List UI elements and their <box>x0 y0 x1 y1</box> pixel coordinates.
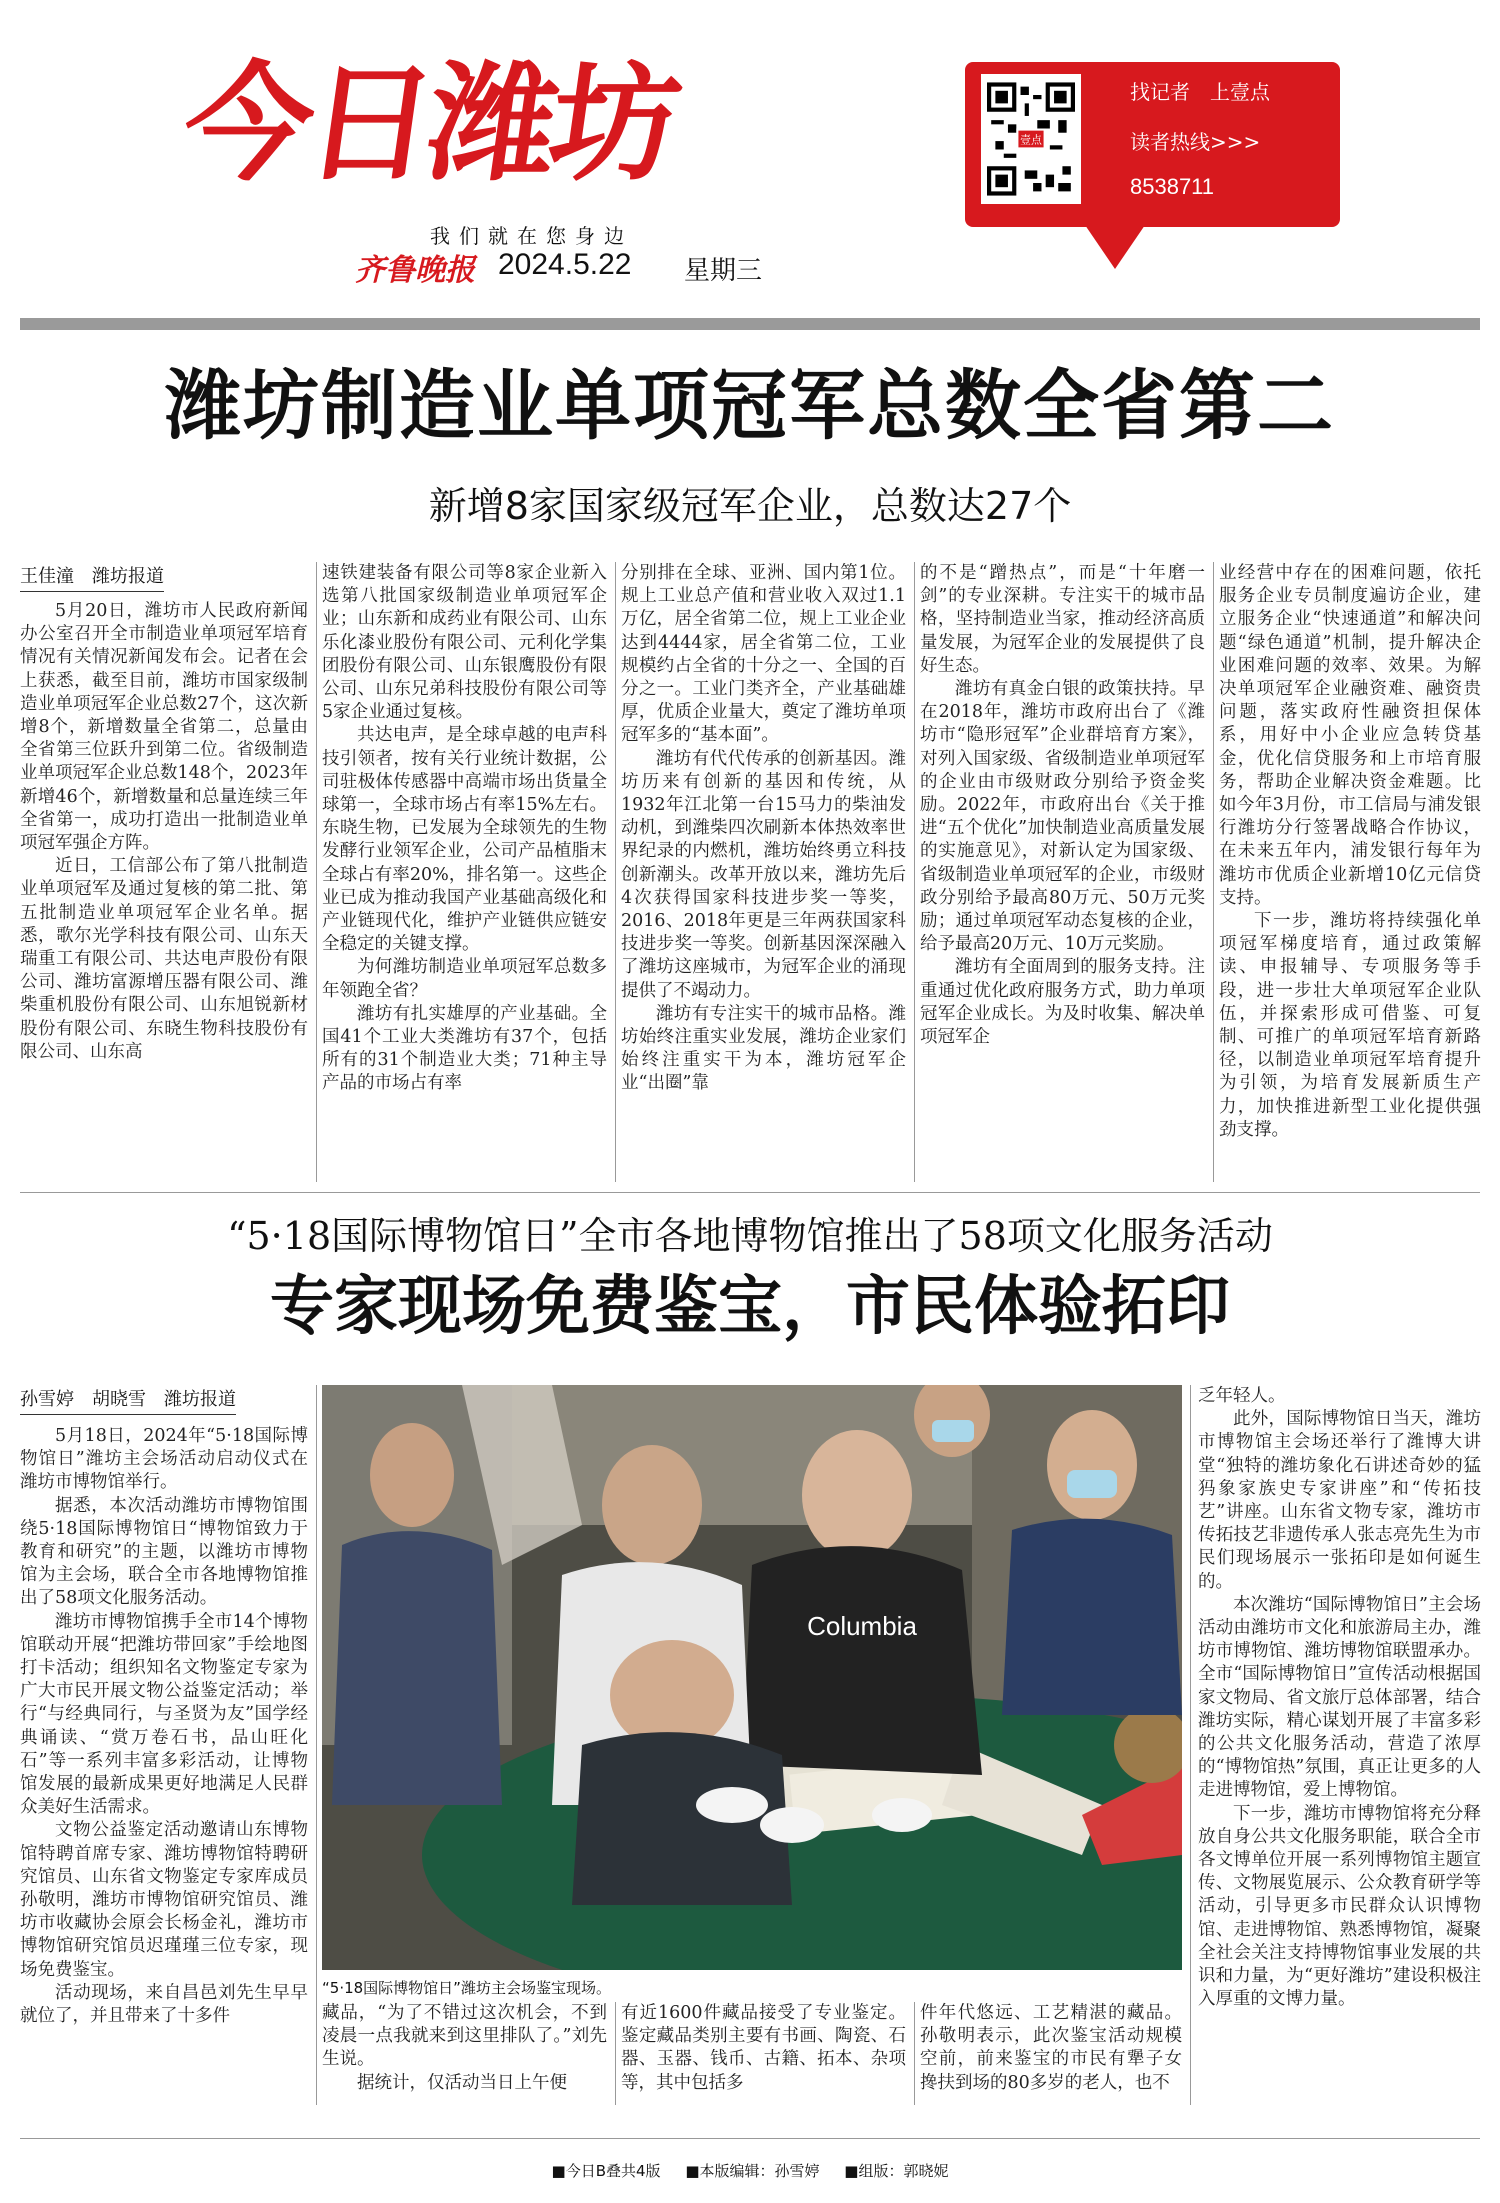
hotline-find-reporter: 找记者 上壹点 <box>1130 80 1270 104</box>
paragraph: 有近1600件藏品接受了专业鉴定。鉴定藏品类别主要有书画、陶瓷、石器、玉器、钱币、古籍、拓本、杂项等，其中包括多 <box>621 2003 906 2093</box>
svg-text:壹点: 壹点 <box>1020 133 1042 147</box>
reader-hotline-box <box>965 62 1340 227</box>
masthead-divider <box>20 318 1480 330</box>
article2-headline: 专家现场免费鉴宝，市民体验拓印 <box>270 1269 1230 1344</box>
article2-kicker: “5·18国际博物馆日”全市各地博物馆推出了58项文化服务活动 <box>227 1214 1273 1258</box>
publication-date: 2024.5.22 <box>498 248 632 281</box>
paragraph: 本次潍坊“国际博物馆日”主会场活动由潍坊市文化和旅游局主办，潍坊市博物馆、潍坊博物馆联盟承办。全市“国际博物馆日”宣传活动根据国家文物局、省文旅厅总体部署，结合潍坊实际，精心谋划开展了丰富多彩的公共文化服务活动，营造了浓厚的“博物馆热”氛围，真正让更多的人走进博物馆，爱上博物馆。 <box>1198 1594 1481 1801</box>
paragraph: 据统计，仅活动当日上午便 <box>357 2072 567 2093</box>
column-divider <box>914 2002 915 2105</box>
paragraph: 潍坊有专注实干的城市品格。潍坊始终注重实业发展，潍坊企业家们始终注重实干为本，潍坊冠军企业“出圈”靠 <box>621 1003 906 1094</box>
paragraph: 分别排在全球、亚洲、国内第1位。规上工业总产值和营业收入双过1.1万亿，居全省第二位，规上工业企业达到4444家，居全省第二位，工业规模约占全省的十分之一、全国的百分之一。工业门类齐全，产业基础雄厚，优质企业量大，奠定了潍坊单项冠军多的“基本面”。 <box>621 563 906 746</box>
qr-code[interactable] <box>981 74 1081 204</box>
paragraph: 下一步，潍坊市博物馆将充分释放自身公共文化服务职能，联合全市各文博单位开展一系列博物馆主题宣传、文物展览展示、公众教育研学等活动，引导更多市民群众认识博物馆、走进博物馆、熟悉博物馆，凝聚全社会关注支持博物馆事业发展的共识和力量，为“更好潍坊”建设积极注入厚重的文博力量。 <box>1198 1803 1481 2010</box>
paragraph: 潍坊市博物馆携手全市14个博物馆联动开展“把潍坊带回家”手绘地图打卡活动；组织知名文物鉴定专家为广大市民开展文物公益鉴定活动；举行“与经典同行，与圣贤为友”国学经典诵读、“赏万卷石书，品山旺化石”等一系列丰富多彩活动，让博物馆发展的最新成果更好地满足人民群众美好生活需求。 <box>20 1611 308 1818</box>
article1-column-3 <box>621 562 906 1185</box>
paragraph: 潍坊有真金白银的政策扶持。早在2018年，潍坊市政府出台了《潍坊市“隐形冠军”企业群培育方案》，对列入国家级、省级制造业单项冠军的企业由市级财政分别给予资金奖励。2022年，市政府出台《关于推进“五个优化”加快制造业高质量发展的实施意见》，对新认定为国家级、省级制造业单项冠军的企业，市级财政分别给予最高80万元、50万元奖励；通过单项冠军动态复核的企业，给予最高20万元、10万元奖励。 <box>920 679 1205 955</box>
publication-weekday: 星期三 <box>684 256 763 286</box>
svg-text:Columbia: Columbia <box>807 1611 917 1641</box>
column-divider <box>615 2002 616 2105</box>
article1-headline: 潍坊制造业单项冠军总数全省第二 <box>165 361 1335 450</box>
paragraph: 据悉，本次活动潍坊市博物馆围绕5·18国际博物馆日“博物馆致力于教育和研究”的主题，以潍坊市博物馆为主会场，联合全市各地博物馆推出了58项文化服务活动。 <box>20 1495 308 1609</box>
photo-caption: “5·18国际博物馆日”潍坊主会场鉴宝现场。 <box>322 1979 611 1997</box>
paragraph: 速铁建装备有限公司等8家企业新入选第八批国家级制造业单项冠军企业；山东新和成药业有限公司、山东乐化漆业股份有限公司、元利化学集团股份有限公司、山东银鹰股份有限公司、山东兄弟科技股份有限公司等5家企业通过复核。 <box>322 563 607 723</box>
qr-code-icon <box>987 80 1075 198</box>
article1-byline: 王佳潼 潍坊报道 <box>20 562 164 592</box>
page-footer <box>0 2160 1500 2181</box>
paragraph: 共达电声，是全球卓越的电声科技引领者，按有关行业统计数据，公司驻极体传感器中高端市场出货量全球第一，全球市场占有率15%左右。东晓生物，已发展为全球领先的生物发酵行业领军企业，公司产品植脂末全球占有率20%，排名第一。这些企业已成为推动我国产业基础高级化和产业链现代化，维护产业链供应链安全稳定的关键支撑。 <box>322 725 607 955</box>
paragraph: 近日，工信部公布了第八批制造业单项冠军及通过复核的第二批、第五批制造业单项冠军企业名单。据悉，歌尔光学科技有限公司、山东天瑞重工有限公司、共达电声股份有限公司、潍坊富源增压器有限公司、潍柴重机股份有限公司、山东旭锐新材股份有限公司、东晓生物科技股份有限公司、山东高 <box>20 856 308 1062</box>
footer-editor: ■本版编辑：孙雪婷 <box>685 2162 820 2180</box>
article1-column-5 <box>1219 562 1481 1185</box>
article2-bottom-column-1 <box>322 2002 607 2107</box>
paragraph: 藏品，“为了不错过这次机会，不到凌晨一点我就来到这里排队了。”刘先生说。 <box>322 2003 607 2070</box>
paragraph: 5月18日，2024年“5·18国际博物馆日”潍坊主会场活动启动仪式在潍坊市博物馆举行。 <box>20 1426 308 1493</box>
paragraph: 潍坊有代代传承的创新基因。潍坊历来有创新的基因和传统，从1932年江北第一台15马力的柴油发动机，到潍柴四次刷新本体热效率世界纪录的内燃机，潍坊始终勇立科技创新潮头。改革开放以来，潍坊先后4次获得国家科技进步奖一等奖，2016、2018年更是三年两获国家科技进步奖一等奖。创新基因深深融入了潍坊这座城市，为冠军企业的涌现提供了不竭动力。 <box>621 748 906 1001</box>
paragraph: 件年代悠远、工艺精湛的藏品。孙敬明表示，此次鉴宝活动规模空前，前来鉴宝的市民有犟子女搀扶到场的80多岁的老人，也不 <box>920 2003 1182 2093</box>
article1-column-4 <box>920 562 1205 1185</box>
paragraph: 业经营中存在的困难问题，依托服务企业专员制度遍访企业，建立服务企业“快速通道”和解决问题“绿色通道”机制，提升解决企业困难问题的效率、效果。为解决单项冠军企业融资难、融资贵问题，落实政府性融资担保体系，用好中小企业应急转贷基金，优化信贷服务和上市培育服务，帮助企业解决资金难题。比如今年3月份，市工信局与浦发银行潍坊分行签署战略合作协议，在未来五年内，浦发银行每年为潍坊市优质企业新增10亿元信贷支持。 <box>1219 563 1481 908</box>
article1-column-1 <box>20 600 308 1185</box>
article1-column-2 <box>322 562 607 1185</box>
article2-byline: 孙雪婷 胡晓雪 潍坊报道 <box>20 1385 236 1415</box>
footer-divider <box>20 2138 1480 2139</box>
paragraph: 5月20日，潍坊市人民政府新闻办公室召开全市制造业单项冠军培育情况有关情况新闻发布会。记者在会上获悉，截至目前，潍坊市国家级制造业单项冠军企业总数27个，这次新增8个，新增数量全省第二，总量由全省第三位跃升到第二位。省级制造业单项冠军企业总数148个，2023年新增46个，新增数量和总量连续三年全省第一，成功打造出一批制造业单项冠军强企方阵。 <box>20 601 308 854</box>
column-divider <box>914 562 915 1182</box>
article-divider <box>20 1192 1480 1193</box>
article2-bottom-column-3 <box>920 2002 1182 2107</box>
column-divider <box>1190 1385 1191 2105</box>
paragraph: 活动现场，来自昌邑刘先生早早就位了，并且带来了十多件 <box>20 1982 308 2027</box>
paragraph: 为何潍坊制造业单项冠军总数多年领跑全省？ <box>322 957 607 1001</box>
article2-column-1 <box>20 1425 308 2105</box>
photo-illustration <box>322 1385 1182 1970</box>
footer-pages: ■今日B叠共4版 <box>551 2162 661 2180</box>
article2-column-right <box>1198 1385 1481 2105</box>
article2-bottom-column-2 <box>621 2002 906 2107</box>
column-divider <box>316 1385 317 2105</box>
column-divider <box>316 562 317 1182</box>
paragraph: 下一步，潍坊将持续强化单项冠军梯度培育，通过政策解读、申报辅导、专项服务等手段，进一步壮大单项冠军企业队伍，并探索形成可借鉴、可复制、可推广的单项冠军培育新路径，以制造业单项冠军培育提升为引领，为培育发展新质生产力，加快推进新型工业化提供强劲支撑。 <box>1219 911 1481 1140</box>
appraisal-scene-photo <box>322 1385 1182 1970</box>
paragraph: 潍坊有扎实雄厚的产业基础。全国41个工业大类潍坊有37个，包括所有的31个制造业大类；71种主导产品的市场占有率 <box>322 1003 607 1094</box>
masthead-title: 今日潍坊 <box>174 50 684 199</box>
paragraph: 乏年轻人。 <box>1198 1386 1286 1406</box>
paper-name: 齐鲁晚报 <box>355 253 475 288</box>
paragraph: 此外，国际博物馆日当天，潍坊市博物馆主会场还举行了潍博大讲堂“独特的潍坊象化石讲述奇妙的猛犸象家族史专家讲座”和“传拓技艺”讲座。山东省文物专家，潍坊市传拓技艺非遗传承人张志亮先生为市民们现场展示一张拓印是如何诞生的。 <box>1198 1409 1481 1592</box>
column-divider <box>615 562 616 1182</box>
hotline-phone[interactable]: 8538711 <box>1130 174 1215 199</box>
column-divider <box>1213 562 1214 1182</box>
paragraph: 的不是“蹭热点”，而是“十年磨一剑”的专业深耕。专注实干的城市品格，坚持制造业当家，推动经济高质量发展，为冠军企业的发展提供了良好生态。 <box>920 563 1205 676</box>
hotline-label: 读者热线>>> <box>1130 130 1261 154</box>
paragraph: 潍坊有全面周到的服务支持。注重通过优化政府服务方式，助力单项冠军企业成长。为及时收集、解决单项冠军企 <box>920 957 1205 1048</box>
masthead-slogan: 我们就在您身边 <box>430 224 633 248</box>
footer-layout: ■组版：郭晓妮 <box>844 2162 949 2180</box>
article1-subhead: 新增8家国家级冠军企业，总数达27个 <box>428 484 1072 528</box>
paragraph: 文物公益鉴定活动邀请山东博物馆特聘首席专家、潍坊博物馆特聘研究馆员、山东省文物鉴定专家库成员孙敬明，潍坊市博物馆研究馆员、潍坊市收藏协会原会长杨金礼，潍坊市博物馆研究馆员迟瑾瑾三位专家，现场免费鉴宝。 <box>20 1820 308 1980</box>
